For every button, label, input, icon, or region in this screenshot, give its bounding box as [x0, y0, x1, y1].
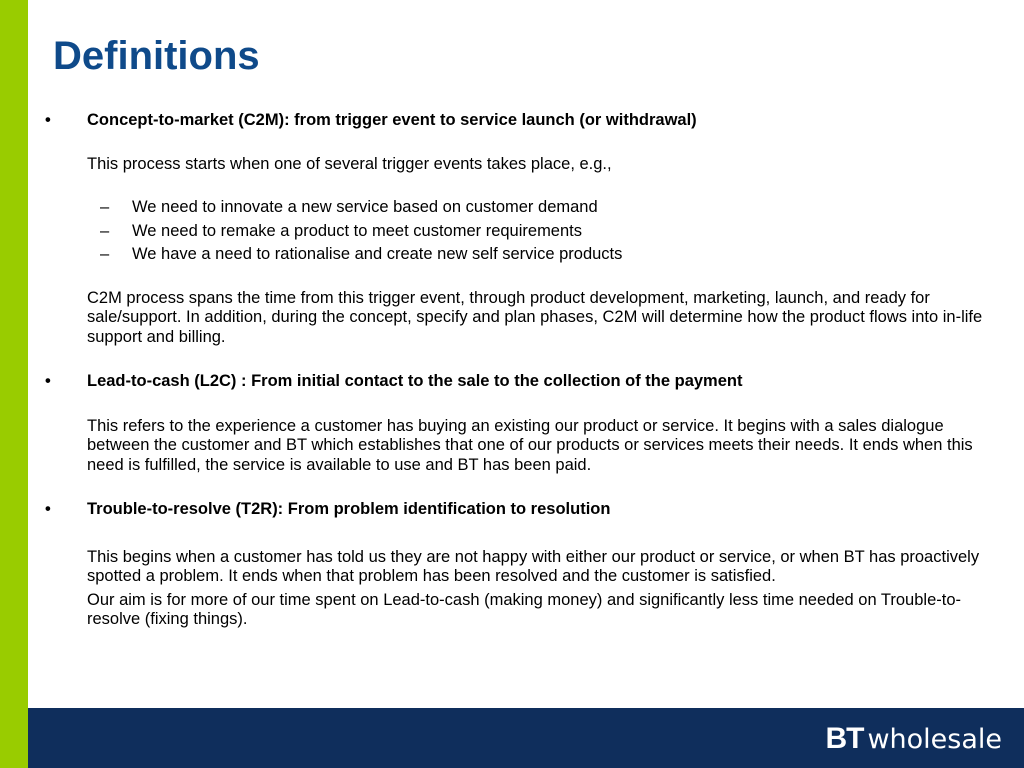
- list-item: [45, 198, 990, 218]
- dash-marker: –: [100, 245, 110, 263]
- t2r-description: This begins when a customer has told us they are not happy with either our product or service, or when BT has proactively spotted a problem. It ends when that problem has been resolved and the customer is satisfied.: [87, 547, 980, 585]
- bt-wholesale-logo: [825, 722, 1002, 756]
- c2m-intro: This process starts when one of several trigger events takes place, e.g.,: [87, 154, 612, 173]
- section-heading-text: Lead-to-cash (L2C) : From initial contact to the sale to the collection of the payment: [87, 372, 743, 390]
- left-accent-bar: [0, 0, 28, 768]
- section-heading-c2m: [45, 111, 990, 131]
- section-heading-t2r: [45, 500, 990, 520]
- dash-marker: –: [100, 198, 110, 216]
- l2c-description: This refers to the experience a customer has buying an existing our product or service. It begins with a sales dialogue between the customer and BT which establishes that one of our products or services meets their needs. It ends when this need is fulfilled, the service is available to use and BT has been paid.: [87, 416, 973, 474]
- c2m-description: C2M process spans the time from this trigger event, through product development, marketing, launch, and ready for sale/support. In addition, during the concept, specify and plan phases, C2M will determine how the product flows into in-life support and billing.: [87, 288, 983, 346]
- logo-wordmark: wholesale: [867, 723, 1002, 755]
- list-item: [45, 222, 990, 242]
- page-title: Definitions: [53, 34, 260, 78]
- bullet-marker: •: [45, 500, 51, 518]
- slide-body: [45, 111, 990, 630]
- section-heading-text: Concept-to-market (C2M): from trigger event to service launch (or withdrawal): [87, 111, 697, 129]
- list-item-text: We need to innovate a new service based on customer demand: [132, 198, 598, 216]
- closing-statement: Our aim is for more of our time spent on Lead-to-cash (making money) and significantly less time needed on Trouble-to-resolve (fixing things).: [87, 590, 961, 628]
- list-item-text: We have a need to rationalise and create new self service products: [132, 245, 623, 263]
- section-heading-l2c: [45, 372, 990, 392]
- list-item-text: We need to remake a product to meet customer requirements: [132, 221, 582, 240]
- bullet-marker: •: [45, 372, 51, 390]
- bullet-marker: •: [45, 111, 51, 129]
- logo-bt-mark: BT: [825, 722, 864, 755]
- section-heading-text: Trouble-to-resolve (T2R): From problem identification to resolution: [87, 500, 611, 518]
- dash-marker: –: [100, 221, 110, 240]
- list-item: [45, 245, 990, 265]
